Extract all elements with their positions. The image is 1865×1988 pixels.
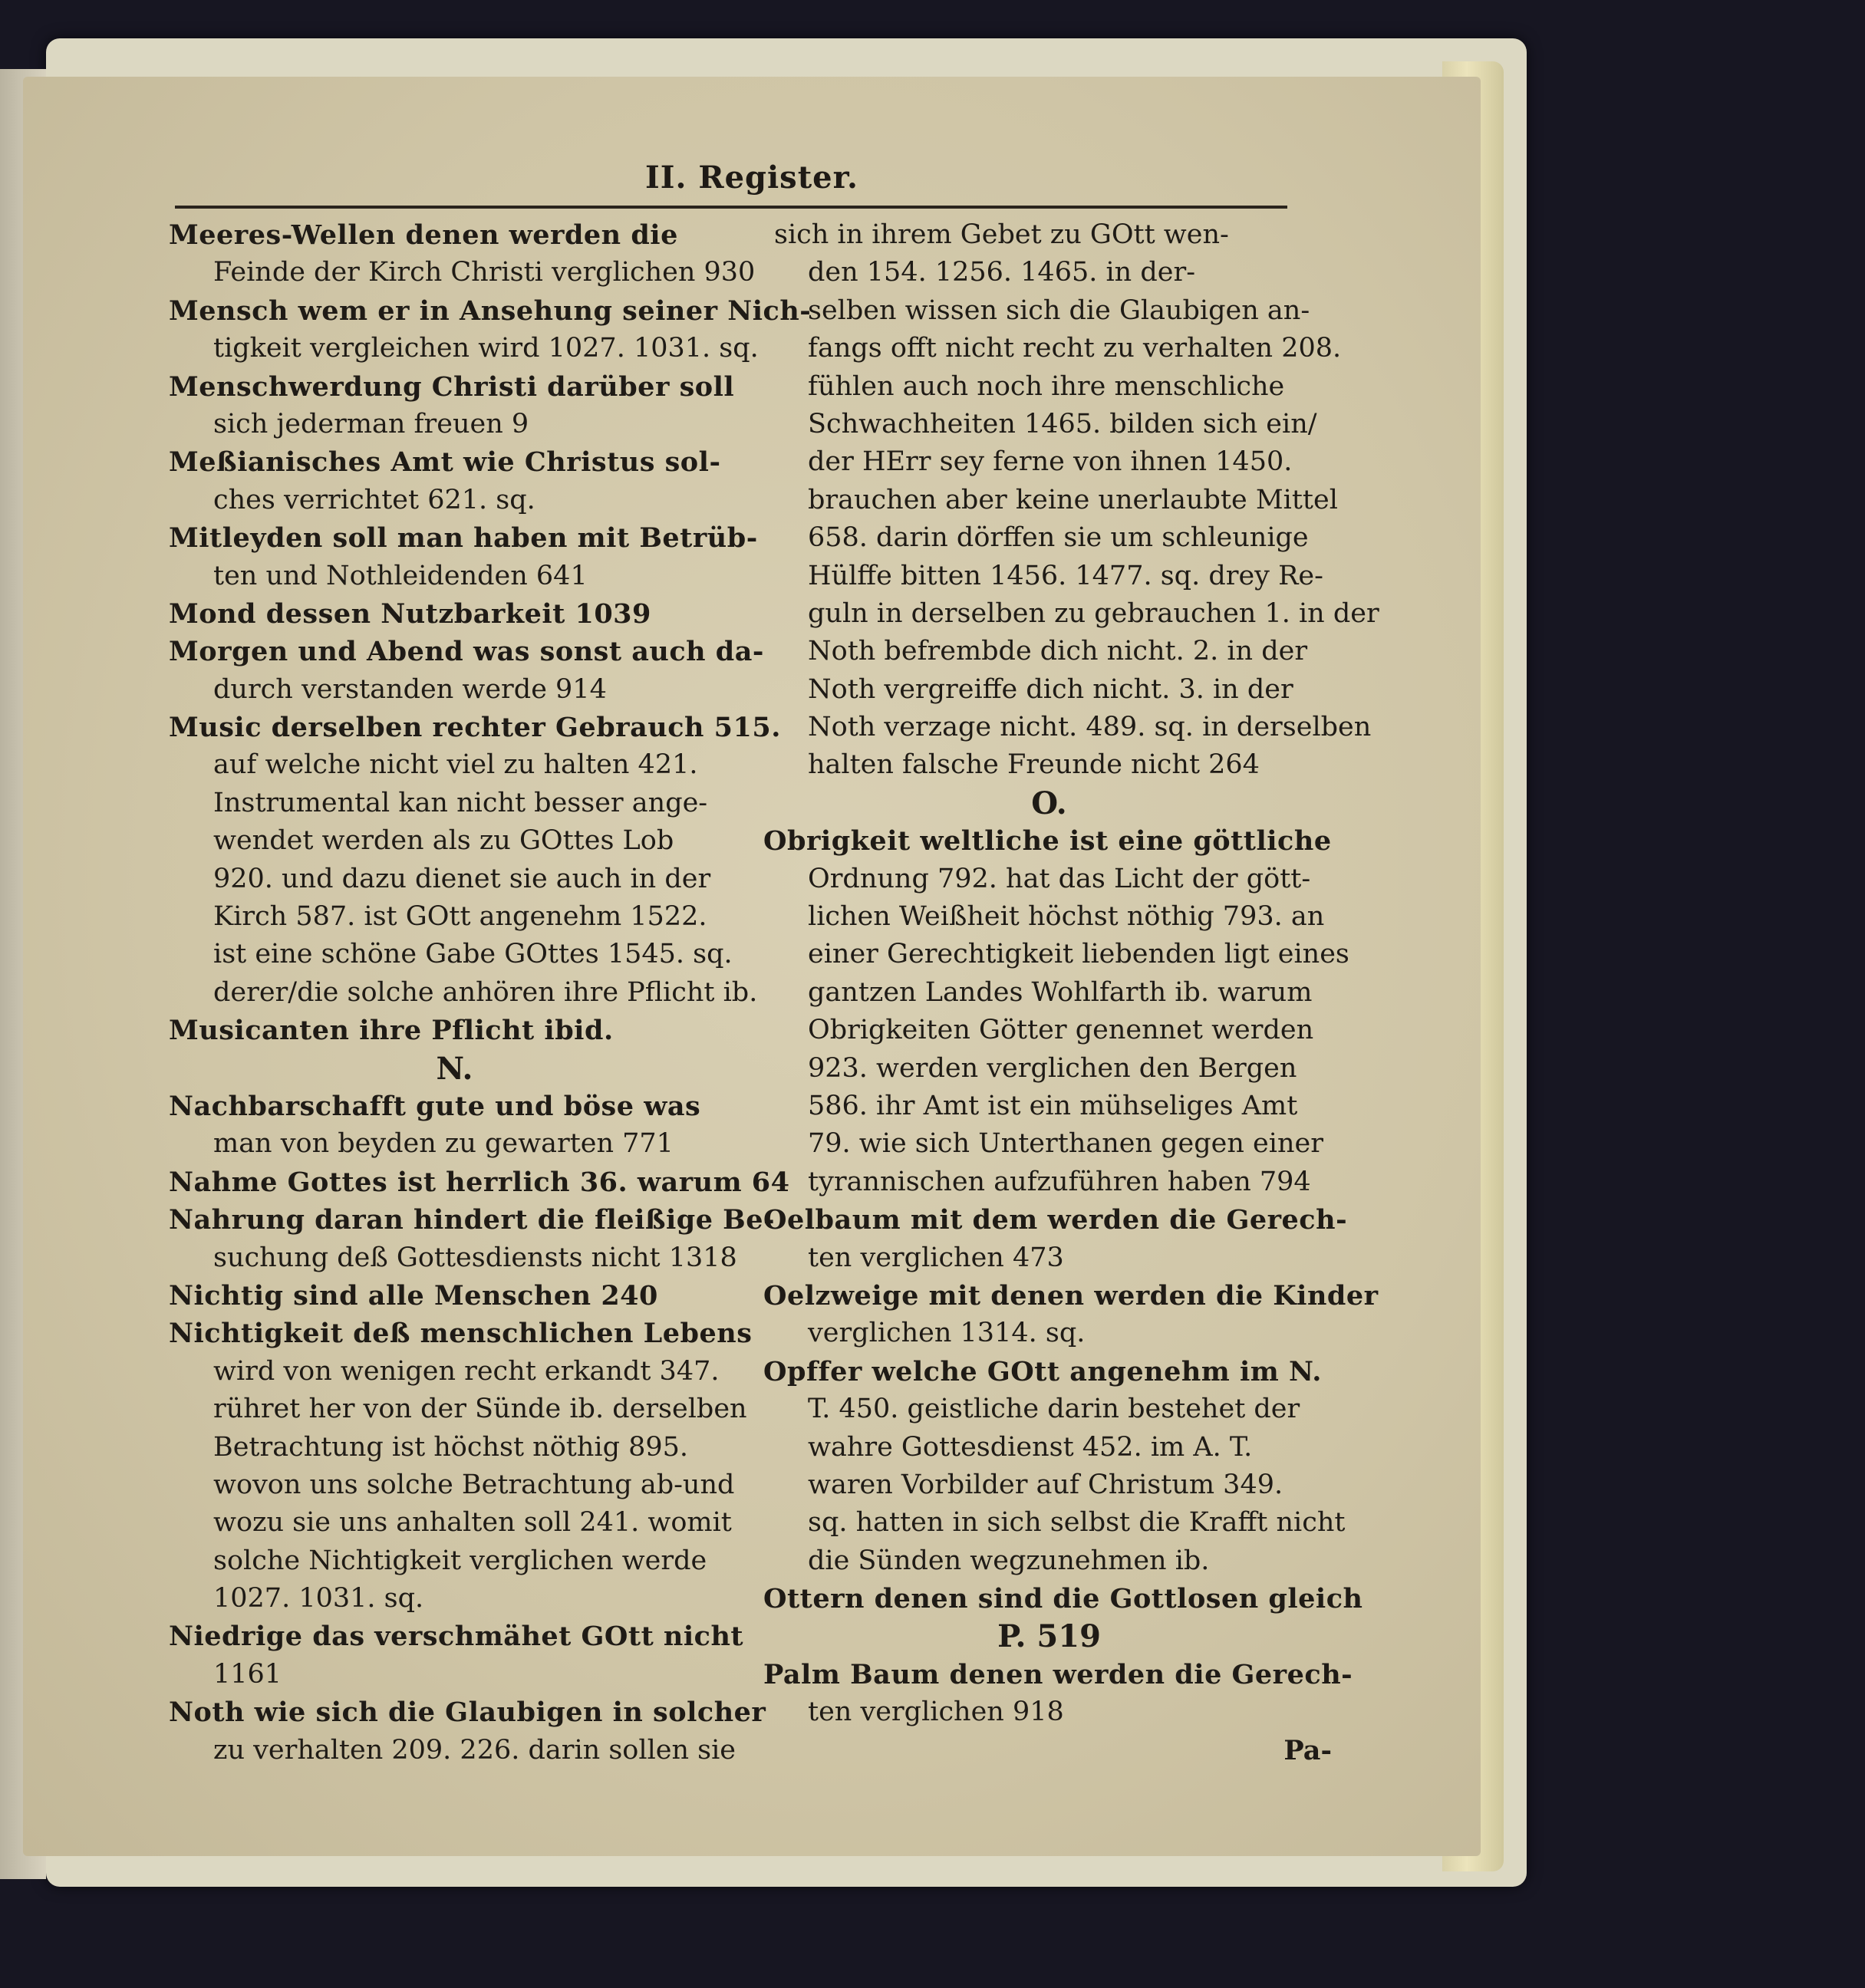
index-entry: Oelzweige mit denen werden die Kinder <box>763 1279 1379 1312</box>
index-entry-continuation: selben wissen sich die Glaubigen an- <box>808 295 1310 326</box>
index-entry-continuation: lichen Weißheit höchst nöthig 793. an <box>808 901 1325 933</box>
index-entry-continuation: wahre Gottesdienst 452. im A. T. <box>808 1431 1253 1463</box>
index-entry-continuation: wozu sie uns anhalten soll 241. womit <box>213 1507 732 1539</box>
index-entry-continuation: halten falsche Freunde nicht 264 <box>808 749 1260 781</box>
index-entry: Nahme Gottes ist herrlich 36. warum 64 <box>169 1166 790 1198</box>
index-entry-continuation: wird von wenigen recht erkandt 347. <box>213 1355 720 1387</box>
index-entry-continuation: ches verrichtet 621. sq. <box>213 484 535 515</box>
index-entry-continuation: Schwachheiten 1465. bilden sich ein/ <box>808 408 1317 439</box>
index-entry: Palm Baum denen werden die Gerech- <box>763 1658 1353 1690</box>
catchword: Pa- <box>1283 1734 1332 1766</box>
index-entry: Morgen und Abend was sonst auch da- <box>169 636 764 668</box>
index-entry-continuation: sq. hatten in sich selbst die Krafft nicht <box>808 1507 1346 1539</box>
index-entry-continuation: brauchen aber keine unerlaubte Mittel <box>808 484 1338 515</box>
index-entry-continuation: verglichen 1314. sq. <box>808 1318 1086 1349</box>
index-entry: Menschwerdung Christi darüber soll <box>169 370 735 403</box>
index-entry: Mensch wem er in Ansehung seiner Nich- <box>169 295 812 327</box>
index-entry-continuation: gantzen Landes Wohlfarth ib. warum <box>808 976 1313 1008</box>
index-entry-continuation: Ordnung 792. hat das Licht der gött- <box>808 863 1311 894</box>
index-entry-continuation: 1027. 1031. sq. <box>213 1583 424 1614</box>
index-entry-continuation: tyrannischen aufzuführen haben 794 <box>808 1166 1311 1197</box>
index-entry-continuation: 923. werden verglichen den Bergen <box>808 1052 1297 1084</box>
index-entry-continuation: fangs offt nicht recht zu verhalten 208. <box>808 333 1342 364</box>
index-entry-continuation: sich in ihrem Gebet zu GOtt wen- <box>774 219 1229 250</box>
index-entry-continuation: durch verstanden werde 914 <box>213 673 607 705</box>
section-letter: O. <box>1031 785 1067 821</box>
index-entry-continuation: der HErr sey ferne von ihnen 1450. <box>808 446 1293 478</box>
index-entry-continuation: auf welche nicht viel zu halten 421. <box>213 749 698 781</box>
index-entry: Music derselben rechter Gebrauch 515. <box>169 712 781 744</box>
index-entry-continuation: 1161 <box>213 1658 282 1690</box>
index-entry-continuation: Betrachtung ist höchst nöthig 895. <box>213 1431 689 1463</box>
index-entry: Nichtig sind alle Menschen 240 <box>169 1279 658 1312</box>
index-entry-continuation: sich jederman freuen 9 <box>213 408 529 439</box>
index-entry: Mitleyden soll man haben mit Betrüb- <box>169 522 758 555</box>
index-entry-continuation: solche Nichtigkeit verglichen werde <box>213 1545 707 1576</box>
index-entry: Noth wie sich die Glaubigen in solcher <box>169 1697 766 1729</box>
index-entry-continuation: suchung deß Gottesdiensts nicht 1318 <box>213 1242 737 1273</box>
header-rule <box>175 206 1287 209</box>
index-entry: Nahrung daran hindert die fleißige Be- <box>169 1204 776 1236</box>
index-entry-continuation: Noth befrembde dich nicht. 2. in der <box>808 636 1308 667</box>
index-entry-continuation: Hülffe bitten 1456. 1477. sq. drey Re- <box>808 560 1323 591</box>
index-entry-continuation: ten und Nothleidenden 641 <box>213 560 588 591</box>
index-entry-continuation: Instrumental kan nicht besser ange- <box>213 787 708 818</box>
index-entry-continuation: wendet werden als zu GOttes Lob <box>213 825 674 857</box>
index-entry-continuation: fühlen auch noch ihre menschliche <box>808 370 1285 402</box>
index-entry: Niedrige das verschmähet GOtt nicht <box>169 1621 744 1653</box>
index-entry-continuation: 920. und dazu dienet sie auch in der <box>213 863 711 894</box>
index-entry: Nichtigkeit deß menschlichen Lebens <box>169 1318 753 1350</box>
index-entry-continuation: T. 450. geistliche darin bestehet der <box>808 1394 1300 1425</box>
index-entry-continuation: Obrigkeiten Götter genennet werden <box>808 1015 1314 1046</box>
index-entry-continuation: man von beyden zu gewarten 771 <box>213 1128 674 1160</box>
index-entry-continuation: ist eine schöne Gabe GOttes 1545. sq. <box>213 939 733 970</box>
section-letter: N. <box>436 1050 473 1087</box>
index-entry: Obrigkeit weltliche ist eine göttliche <box>763 825 1332 857</box>
index-entry: Nachbarschafft gute und böse was <box>169 1090 701 1122</box>
index-entry-continuation: rühret her von der Sünde ib. derselben <box>213 1394 747 1425</box>
index-entry-continuation: einer Gerechtigkeit liebenden ligt eines <box>808 939 1349 970</box>
index-entry-continuation: guln in derselben zu gebrauchen 1. in der <box>808 597 1379 629</box>
index-entry-continuation: Noth verzage nicht. 489. sq. in derselben <box>808 712 1372 743</box>
index-entry-continuation: 658. darin dörffen sie um schleunige <box>808 522 1309 554</box>
index-entry: Musicanten ihre Pflicht ibid. <box>169 1015 614 1047</box>
index-entry-continuation: den 154. 1256. 1465. in der- <box>808 257 1196 288</box>
index-entry-continuation: Noth vergreiffe dich nicht. 3. in der <box>808 673 1293 705</box>
index-entry-continuation: tigkeit vergleichen wird 1027. 1031. sq. <box>213 333 759 364</box>
running-head: II. Register. <box>645 160 858 196</box>
book-page <box>23 77 1481 1856</box>
index-entry: Mond dessen Nutzbarkeit 1039 <box>169 597 651 630</box>
index-entry-continuation: wovon uns solche Betrachtung ab-und <box>213 1469 735 1500</box>
index-column-right <box>763 216 1379 1769</box>
index-entry-continuation: 79. wie sich Unterthanen gegen einer <box>808 1128 1323 1160</box>
index-column-left <box>169 216 812 1769</box>
index-entry-continuation: zu verhalten 209. 226. darin sollen sie <box>213 1734 736 1766</box>
index-entry-continuation: Feinde der Kirch Christi verglichen 930 <box>213 257 756 288</box>
index-entry-continuation: 586. ihr Amt ist ein mühseliges Amt <box>808 1090 1298 1121</box>
index-entry: Ottern denen sind die Gottlosen gleich <box>763 1583 1363 1615</box>
index-entry: Oelbaum mit dem werden die Gerech- <box>763 1204 1348 1236</box>
index-entry-continuation: waren Vorbilder auf Christum 349. <box>808 1469 1283 1500</box>
index-entry: Meßianisches Amt wie Christus sol- <box>169 446 721 479</box>
section-letter: P. 519 <box>997 1618 1101 1655</box>
index-entry-continuation: derer/die solche anhören ihre Pflicht ib. <box>213 976 758 1008</box>
index-entry-continuation: ten verglichen 918 <box>808 1697 1064 1728</box>
index-entry-continuation: ten verglichen 473 <box>808 1242 1064 1273</box>
index-entry: Meeres-Wellen denen werden die <box>169 219 678 251</box>
index-entry-continuation: Kirch 587. ist GOtt angenehm 1522. <box>213 901 707 933</box>
index-entry-continuation: die Sünden wegzunehmen ib. <box>808 1545 1210 1576</box>
index-entry: Opffer welche GOtt angenehm im N. <box>763 1355 1322 1387</box>
